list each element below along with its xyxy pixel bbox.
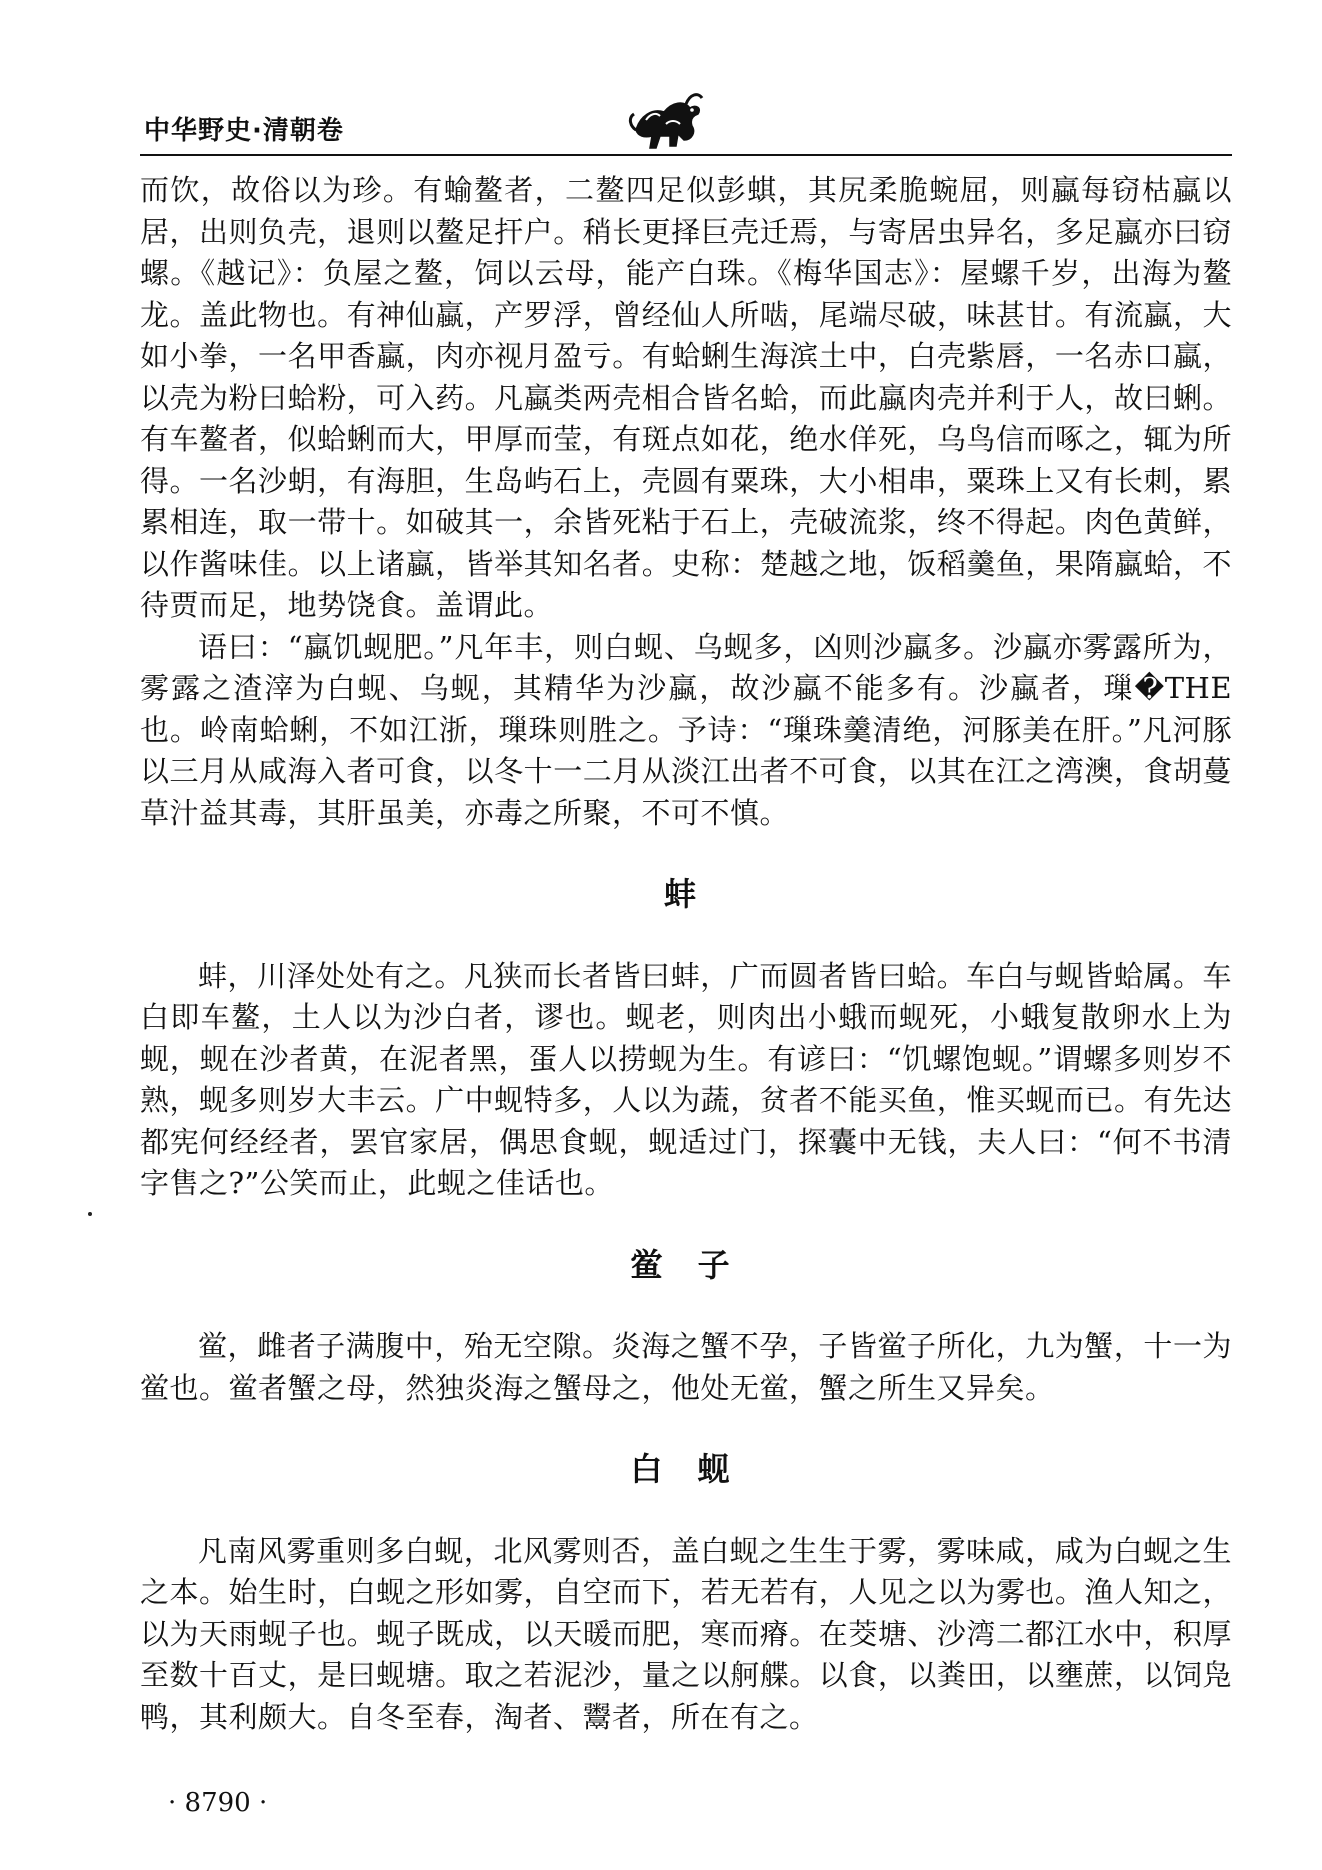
paragraph-proverb: 语曰：“蠃饥蚬肥。”凡年丰，则白蚬、乌蚬多，凶则沙蠃多。沙蠃亦雾露所为，雾露之渣滓为白蚬、乌蚬，其精华为沙蠃，故沙蠃不能多有。沙蠃者，璅�THE也。岭南蛤蜊，不如江浙，璅珠则胜之。予诗：“璅珠羹清绝，河豚美在肝。”凡河豚以三月从咸海入者可食，以冬十一二月从淡江出者不可食，以其在江之湾澳，食胡蔓草汁益其毒，其肝虽美，亦毒之所聚，不可不慎。 <box>140 629 1232 830</box>
header-rule <box>140 154 1232 156</box>
paragraph-baixian: 凡南风雾重则多白蚬，北风雾则否，盖白蚬之生生于雾，雾味咸，咸为白蚬之生之本。始生时，白蚬之形如雾，自空而下，若无若有，人见之以为雾也。渔人知之，以为天雨蚬子也。蚬子既成，以天暖而肥，寒而瘠。在茭塘、沙湾二都江水中，积厚至数十百丈，是曰蚬塘。取之若泥沙，量之以舸艓。以食，以粪田，以壅蔗，以饲凫鸭，其利颇大。自冬至春，淘者、鬻者，所在有之。 <box>140 1533 1232 1734</box>
paragraph-continued: 而饮，故俗以为珍。有蝓鳌者，二鳌四足似彭蜞，其尻柔脆蜿屈，则蠃每窃枯蠃以居，出则负壳，退则以鳌足扞户。稍长更择巨壳迁焉，与寄居虫异名，多足蠃亦曰窃螺。《越记》：负屋之鳌，饲以云母，能产白珠。《梅华国志》：屋螺千岁，出海为鳌龙。盖此物也。有神仙蠃，产罗浮，曾经仙人所啮，尾端尽破，味甚甘。有流蠃，大如小拳，一名甲香蠃，肉亦视月盈亏。有蛤蜊生海滨土中，白壳紫唇，一名赤口蠃，以壳为粉曰蛤粉，可入药。凡蠃类两壳相合皆名蛤，而此蠃肉壳并利于人，故曰蜊。有车鳌者，似蛤蜊而大，甲厚而莹，有斑点如花，绝水佯死，乌鸟信而啄之，辄为所得。一名沙蚏，有海胆，生岛屿石上，壳圆有粟珠，大小相串，粟珠上又有长刺，累累相连，取一带十。如破其一，余皆死粘于石上，壳破流浆，终不得起。肉色黄鲜，以作酱味佳。以上诸蠃，皆举其知名者。史称：楚越之地，饭稻羹鱼，果隋蠃蛤，不待贾而足，地势饶食。盖谓此。 <box>140 173 1232 622</box>
paragraph-houzi: 鲎，雌者子满腹中，殆无空隙。炎海之蟹不孕，子皆鲎子所化，九为蟹，十一为鲎也。鲎者蟹之母，然独炎海之蟹母之，他处无鲎，蟹之所生又异矣。 <box>140 1329 1232 1405</box>
section-heading-houzi: 鲎 子 <box>630 1245 742 1284</box>
running-header <box>140 104 1232 156</box>
page-number: · 8790 · <box>168 1788 268 1818</box>
running-header-title: 中华野史·清朝卷 <box>144 116 344 146</box>
scan-speck <box>88 1212 92 1216</box>
page-body <box>140 170 1232 1738</box>
section-heading-baixian: 白 蚬 <box>630 1450 742 1488</box>
section-heading-bang: 蚌 <box>663 875 708 913</box>
paragraph-bang: 蚌，川泽处处有之。凡狭而长者皆曰蚌，广而圆者皆曰蛤。车白与蚬皆蛤属。车白即车鳌，土人以为沙白者，谬也。蚬老，则肉出小蛾而蚬死，小蛾复散卵水上为蚬，蚬在沙者黄，在泥者黑，蛋人以捞蚬为生。有谚曰：“饥螺饱蚬。”谓螺多则岁不熟，蚬多则岁大丰云。广中蚬特多，人以为蔬，贫者不能买鱼，惟买蚬而已。有先达都宪何经经者，罢官家居，偶思食蚬，蚬适过门，探囊中无钱，夫人曰：“何不书清字售之?”公笑而止，此蚬之佳话也。 <box>140 958 1232 1200</box>
qilin-emblem-icon <box>626 90 706 156</box>
